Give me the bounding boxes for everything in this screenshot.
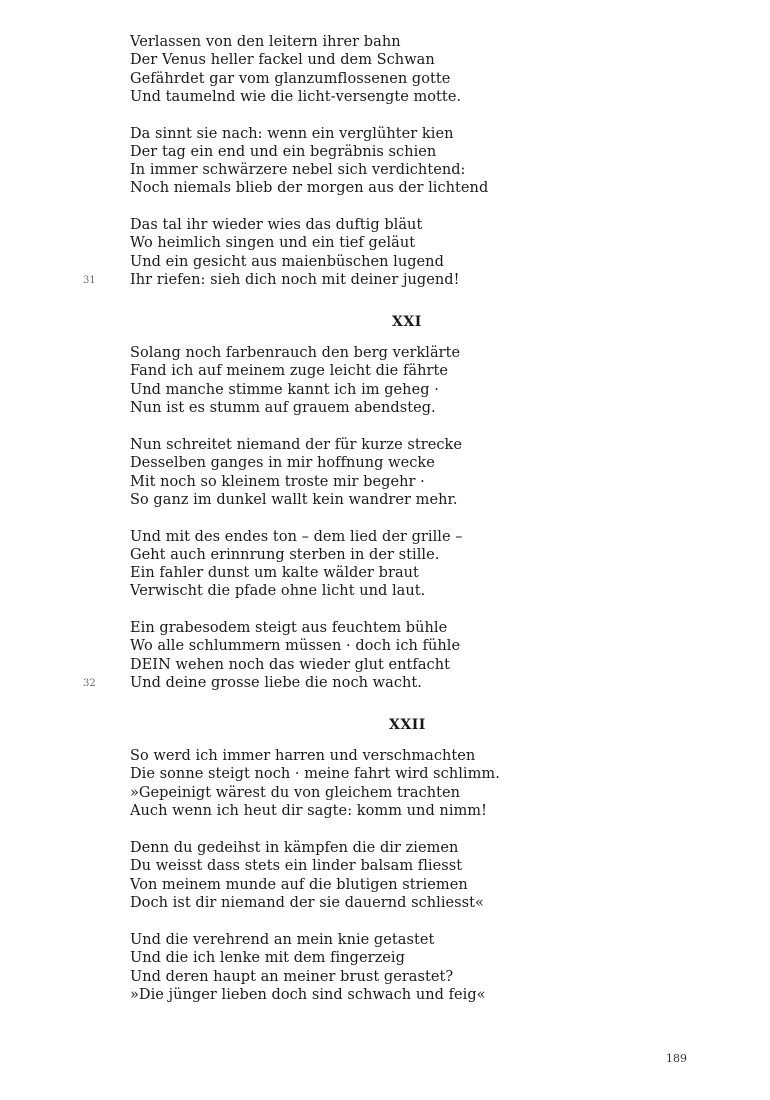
poem-line: Verwischt die pfade ohne licht und laut.: [130, 583, 426, 600]
poem-line: Gefährdet gar vom glanzumflossenen gotte: [130, 70, 451, 87]
poem-line: Und ein gesicht aus maienbüschen lugend: [130, 253, 444, 270]
poem-line: Ihr riefen: sieh dich noch mit deiner jugend!: [130, 271, 460, 288]
poem-line: Der Venus heller fackel und dem Schwan: [130, 52, 435, 69]
poem-line: Und die verehrend an mein knie getastet: [130, 932, 435, 948]
poem-line: Und mit des endes ton – dem lied der grille –: [130, 528, 463, 545]
poem-line: In immer schwärzere nebel sich verdichtend:: [130, 162, 466, 179]
margin-line-number: 32: [83, 678, 96, 689]
poem-line: Von meinem munde auf die blutigen striemen: [130, 876, 468, 893]
poem-line: Da sinnt sie nach: wenn ein verglühter kien: [130, 125, 454, 142]
poem-line: So werd ich immer harren und verschmachten: [130, 748, 476, 764]
poem-line: »Die jünger lieben doch sind schwach und feig«: [130, 986, 486, 1003]
poem-line: Ein grabesodem steigt aus feuchtem bühle: [130, 620, 448, 636]
poem-line: Nun ist es stumm auf grauem abendsteg.: [130, 399, 436, 416]
poem-line: Noch niemals blieb der morgen aus der lichtend: [130, 180, 489, 197]
poem-line: Das tal ihr wieder wies das duftig bläut: [130, 217, 423, 233]
poem-line: Nun schreitet niemand der für kurze strecke: [130, 437, 463, 453]
poem-line: Die sonne steigt noch · meine fahrt wird schlimm.: [130, 766, 500, 783]
poem-line: Du weisst dass stets ein linder balsam fliesst: [130, 858, 463, 875]
poem-line: Und die ich lenke mit dem fingerzeig: [130, 950, 405, 967]
poem-line: Desselben ganges in mir hoffnung wecke: [130, 455, 435, 472]
poem-line: Doch ist dir niemand der sie dauernd schliesst«: [130, 894, 484, 911]
poem-line: Denn du gedeihst in kämpfen die dir ziemen: [130, 840, 459, 856]
poem-line: »Gepeinigt wärest du von gleichem trachten: [130, 784, 461, 801]
poem-line: Geht auch erinnrung sterben in der stille.: [130, 546, 440, 563]
poem-line: Wo alle schlummern müssen · doch ich fühle: [130, 638, 461, 655]
poem-line: Mit noch so kleinem troste mir begehr ·: [130, 473, 425, 490]
poem-line: Ein fahler dunst um kalte wälder braut: [130, 565, 419, 582]
poem-line: Verlassen von den leitern ihrer bahn: [130, 34, 401, 50]
page-number: 189: [666, 1052, 687, 1065]
poem-line: Und taumelnd wie die licht-versengte motte.: [130, 88, 462, 105]
poem-line: Wo heimlich singen und ein tief geläut: [130, 235, 416, 252]
poem-line: DEIN wehen noch das wieder glut entfacht: [130, 656, 450, 673]
poem-line: Und deren haupt an meiner brust gerastet?: [130, 968, 454, 985]
poem-line: Der tag ein end und ein begräbnis schien: [130, 143, 437, 160]
poem-line: Auch wenn ich heut dir sagte: komm und nimm!: [130, 802, 487, 819]
poem-line: Fand ich auf meinem zuge leicht die fährte: [130, 363, 448, 380]
poem-line: Und manche stimme kannt ich im geheg ·: [130, 381, 439, 398]
poem-line: So ganz im dunkel wallt kein wandrer mehr.: [130, 491, 458, 508]
poem-line: Und deine grosse liebe die noch wacht.: [130, 674, 422, 691]
poem-line: Solang noch farbenrauch den berg verklärte: [130, 345, 461, 361]
section-heading-xxi: XXI: [392, 314, 422, 330]
section-heading-xxii: XXII: [389, 717, 426, 733]
margin-line-number: 31: [83, 275, 96, 286]
